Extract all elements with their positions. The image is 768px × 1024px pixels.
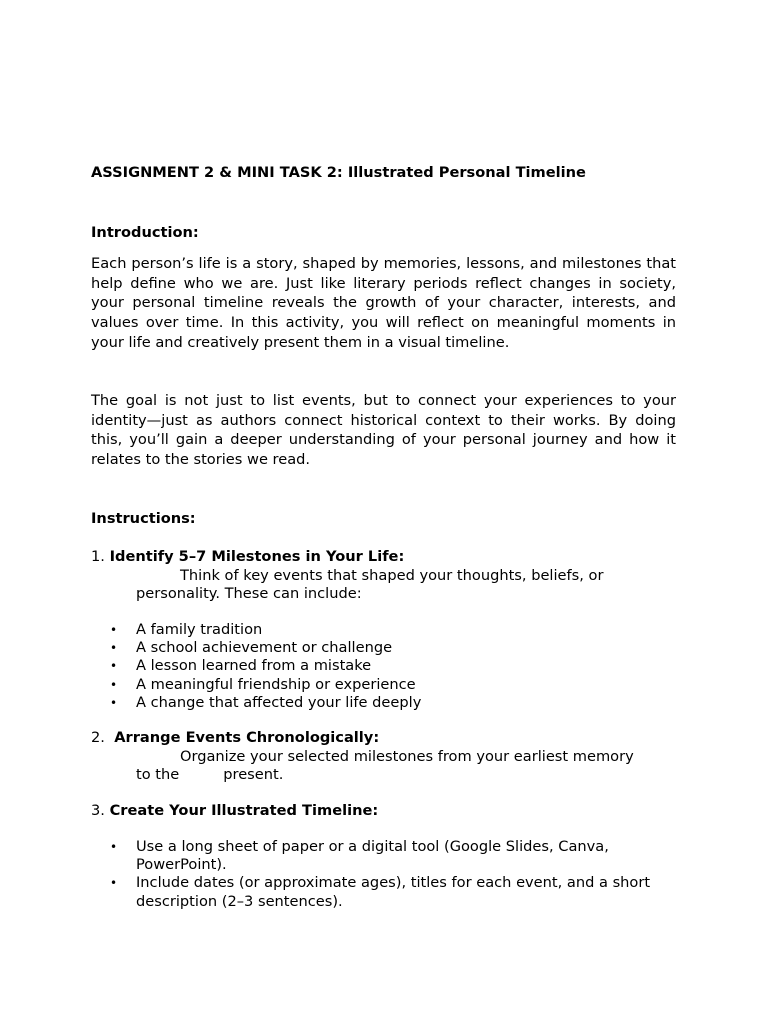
step-1-title: Identify 5–7 Milestones in Your Life: bbox=[109, 548, 405, 565]
list-item-text: Include dates (or approximate ages), titles for each event, and a short description (2–3 sentences). bbox=[136, 874, 651, 910]
list-item-text: A meaningful friendship or experience bbox=[136, 675, 416, 693]
step-2-number: 2. bbox=[91, 729, 105, 746]
list-item-text: Use a long sheet of paper or a digital tool (Google Slides, Canva, PowerPoint). bbox=[136, 838, 609, 874]
step-1-milestone-list bbox=[110, 621, 676, 712]
step-2-title: Arrange Events Chronologically: bbox=[114, 729, 380, 746]
instructions-heading: Instructions: bbox=[91, 510, 196, 527]
list-item bbox=[110, 838, 676, 874]
step-2-line-1-text: Organize your selected milestones from your earliest memory bbox=[180, 748, 634, 765]
step-1-description-line-1 bbox=[136, 567, 676, 585]
step-3-number: 3. bbox=[91, 802, 105, 819]
bullet-icon: • bbox=[110, 659, 118, 674]
introduction-paragraph-1: Each person’s life is a story, shaped by memories, lessons, and milestones that help define who we are. Just like literary periods reflect changes in society, your personal timeline reveals the growth of your character, interests, and values over time. In this activity, you will reflect on meaningful moments in your life and creatively present them in a visual timeline. bbox=[91, 255, 676, 351]
list-item bbox=[110, 676, 676, 694]
introduction-heading: Introduction: bbox=[91, 224, 199, 241]
step-1-number: 1. bbox=[91, 548, 105, 565]
bullet-icon: • bbox=[110, 876, 118, 891]
list-item bbox=[110, 874, 676, 910]
introduction-paragraph-2: The goal is not just to list events, but to connect your experiences to your identity—just as authors connect historical context to their works. By doing this, you’ll gain a deeper understanding of your personal journey and how it relates to the stories we read. bbox=[91, 392, 676, 469]
step-1-description-line-2: personality. These can include: bbox=[136, 585, 362, 602]
list-item-text: A lesson learned from a mistake bbox=[136, 657, 372, 675]
step-3-title: Create Your Illustrated Timeline: bbox=[109, 802, 379, 819]
step-2-line-2a-text: to the bbox=[136, 766, 180, 783]
list-item bbox=[110, 657, 676, 675]
list-item bbox=[110, 621, 676, 639]
step-2-description-line-2 bbox=[136, 766, 676, 784]
step-2-description-line-1 bbox=[136, 748, 676, 766]
step-2-heading bbox=[91, 729, 379, 747]
bullet-icon: • bbox=[110, 840, 118, 854]
assignment-title: ASSIGNMENT 2 & MINI TASK 2: Illustrated Personal Timeline bbox=[91, 164, 586, 181]
step-2-line-2b-text: present. bbox=[223, 766, 284, 783]
step-3-instruction-list bbox=[110, 838, 676, 911]
bullet-icon: • bbox=[110, 677, 118, 692]
bullet-icon: • bbox=[110, 641, 118, 656]
step-3-heading bbox=[91, 802, 378, 820]
list-item bbox=[110, 694, 676, 712]
list-item bbox=[110, 639, 676, 657]
list-item-text: A change that affected your life deeply bbox=[136, 693, 422, 711]
step-1-line-1-text: Think of key events that shaped your thoughts, beliefs, or bbox=[180, 567, 604, 584]
bullet-icon: • bbox=[110, 695, 118, 710]
list-item-text: A family tradition bbox=[136, 621, 263, 638]
list-item-text: A school achievement or challenge bbox=[136, 639, 393, 657]
bullet-icon: • bbox=[110, 623, 118, 637]
step-1-heading bbox=[91, 548, 404, 566]
